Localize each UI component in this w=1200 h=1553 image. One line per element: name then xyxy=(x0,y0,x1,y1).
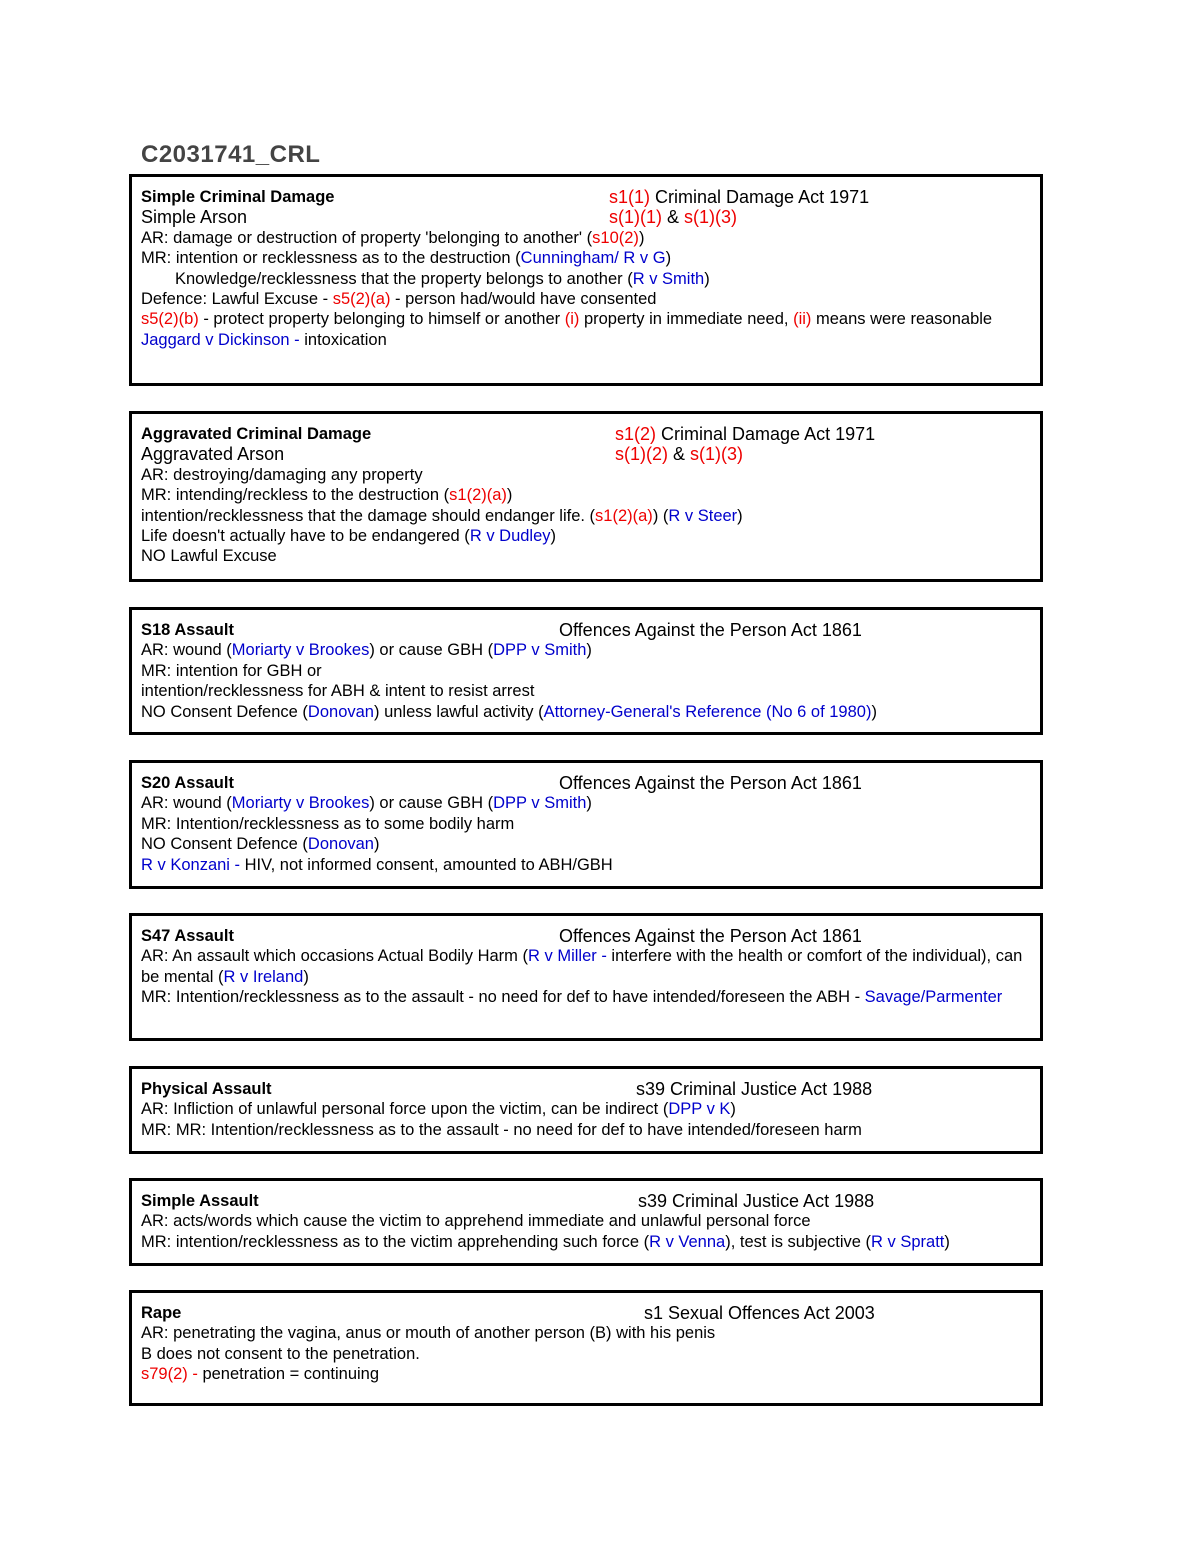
text: AR: penetrating the vagina, anus or mouth of another person (B) with his penis xyxy=(141,1324,716,1343)
statute-ref xyxy=(559,926,862,946)
text: AR: Infliction of unlawful personal force upon the victim, can be indirect ( xyxy=(141,1100,669,1119)
text: B does not consent to the penetration. xyxy=(141,1344,420,1363)
note-line xyxy=(141,987,1032,1007)
text: intention/recklessness for ABH & intent to resist arrest xyxy=(141,682,535,701)
offence-header xyxy=(141,620,1032,640)
text: property in immediate need, xyxy=(579,310,794,329)
offence-subtitle: Aggravated Arson xyxy=(141,444,285,465)
sub-statute-ref xyxy=(615,444,743,464)
offence-header xyxy=(141,1191,1032,1211)
statute-ref xyxy=(644,1303,875,1323)
case-citation: DPP v K xyxy=(668,1100,731,1119)
statute-reference: s1(1) xyxy=(609,187,651,207)
statute-ref xyxy=(638,1191,874,1211)
text: MR: intention or recklessness as to the destruction ( xyxy=(141,249,521,268)
text: ) xyxy=(506,486,513,505)
text: HIV, not informed consent, amounted to ABH/GBH xyxy=(240,855,613,874)
offence-header xyxy=(141,926,1032,946)
note-line xyxy=(141,946,1032,987)
text: AR: wound ( xyxy=(141,641,232,660)
offence-title: Rape xyxy=(141,1304,182,1322)
text: means were reasonable xyxy=(811,310,993,329)
text: ) unless lawful activity ( xyxy=(373,702,544,721)
statute-reference: s(1)(3) xyxy=(684,207,738,228)
case-citation: Moriarty v Brookes xyxy=(231,641,370,660)
offence-subheader xyxy=(141,444,1032,464)
text: ) or cause GBH ( xyxy=(369,794,494,813)
text: Offences Against the Person Act 1861 xyxy=(559,620,862,640)
note-line xyxy=(141,1364,1032,1384)
case-citation: R v Steer xyxy=(668,506,738,525)
offence-title: S18 Assault xyxy=(141,621,234,639)
note-line xyxy=(141,793,1032,813)
note-line xyxy=(141,702,1032,722)
statute-reference: s(1)(3) xyxy=(690,444,744,465)
note-line xyxy=(141,1323,1032,1343)
note-line xyxy=(141,269,1032,289)
note-line xyxy=(141,640,1032,660)
statute-reference: s1(2)(a) xyxy=(449,486,507,505)
note-line xyxy=(141,661,1032,681)
text: AR: acts/words which cause the victim to apprehend immediate and unlawful personal force xyxy=(141,1212,811,1231)
case-citation: DPP v Smith xyxy=(493,794,587,813)
note-line xyxy=(141,465,1032,485)
text: Criminal Damage Act 1971 xyxy=(656,424,876,444)
text: Offences Against the Person Act 1861 xyxy=(559,773,862,793)
statute-reference: s79(2) - xyxy=(141,1365,198,1384)
statute-reference: (ii) xyxy=(793,310,812,329)
case-citation: R v Miller - xyxy=(528,947,607,966)
text: Criminal Damage Act 1971 xyxy=(650,187,870,207)
note-line xyxy=(141,1344,1032,1364)
note-line xyxy=(141,834,1032,854)
text: ) or cause GBH ( xyxy=(369,641,494,660)
text: ) xyxy=(704,269,710,288)
offence-title: Simple Assault xyxy=(141,1192,259,1210)
text: Knowledge/recklessness that the property belongs to another ( xyxy=(175,269,633,288)
statute-reference: s5(2)(a) xyxy=(332,290,391,309)
text: ) xyxy=(303,967,309,986)
offence-header xyxy=(141,424,1032,444)
offence-title: Simple Criminal Damage xyxy=(141,188,335,206)
offence-box xyxy=(129,760,1043,889)
offence-box xyxy=(129,607,1043,735)
offence-box xyxy=(129,1290,1043,1406)
offence-header xyxy=(141,773,1032,793)
statute-ref xyxy=(609,187,869,207)
note-line xyxy=(141,309,1032,329)
text: intoxication xyxy=(299,330,387,349)
statute-reference: (i) xyxy=(564,310,580,329)
offence-title: Aggravated Criminal Damage xyxy=(141,425,372,443)
case-citation: R v Smith xyxy=(632,269,705,288)
offence-subtitle: Simple Arson xyxy=(141,207,248,228)
text: - protect property belonging to himself or another xyxy=(198,310,565,329)
offence-title: S20 Assault xyxy=(141,774,234,792)
text: - person had/would have consented xyxy=(390,290,657,309)
text: & xyxy=(668,444,691,465)
text: ) ( xyxy=(652,506,669,525)
text: Offences Against the Person Act 1861 xyxy=(559,926,862,946)
statute-reference: s5(2)(b) xyxy=(141,310,199,329)
text: AR: destroying/damaging any property xyxy=(141,465,423,484)
note-line xyxy=(141,681,1032,701)
statute-ref xyxy=(559,620,862,640)
text: MR: Intention/recklessness as to the assault - no need for def to have intended/foreseen the ABH - xyxy=(141,988,865,1007)
case-citation: R v Spratt xyxy=(871,1232,945,1251)
case-citation: R v Venna xyxy=(649,1232,726,1251)
text: Defence: Lawful Excuse - xyxy=(141,290,333,309)
offence-box xyxy=(129,411,1043,582)
case-citation: R v Ireland xyxy=(223,967,304,986)
statute-reference: s(1)(2) xyxy=(615,444,668,465)
offence-subheader xyxy=(141,207,1032,227)
text: NO Consent Defence ( xyxy=(141,835,308,854)
text: MR: Intention/recklessness as to some bodily harm xyxy=(141,814,515,833)
text: & xyxy=(662,207,685,228)
offence-header xyxy=(141,187,1032,207)
text: ) xyxy=(871,702,877,721)
note-line xyxy=(141,1120,1032,1140)
note-line xyxy=(141,814,1032,834)
note-line xyxy=(141,1099,1032,1119)
sub-statute-ref xyxy=(609,207,737,227)
text: ) xyxy=(586,794,592,813)
text: ) xyxy=(730,1100,736,1119)
note-line xyxy=(141,330,1032,350)
text: ) xyxy=(737,506,743,525)
statute-ref xyxy=(615,424,875,444)
text: s1 Sexual Offences Act 2003 xyxy=(644,1303,875,1323)
document-title: C2031741_CRL xyxy=(141,141,321,168)
text: ), test is subjective ( xyxy=(725,1232,872,1251)
text: MR: MR: Intention/recklessness as to the assault - no need for def to have intended/foreseen harm xyxy=(141,1120,862,1139)
case-citation: Donovan xyxy=(307,702,374,721)
statute-reference: s10(2) xyxy=(592,228,639,247)
case-citation: R v Dudley xyxy=(469,527,551,546)
offence-box xyxy=(129,913,1043,1041)
offence-title: S47 Assault xyxy=(141,927,234,945)
statute-reference: s1(2)(a) xyxy=(595,506,653,525)
offence-box xyxy=(129,174,1043,386)
text: AR: wound ( xyxy=(141,794,232,813)
case-citation: DPP v Smith xyxy=(493,641,587,660)
text: AR: damage or destruction of property 'belonging to another' ( xyxy=(141,228,593,247)
case-citation: Moriarty v Brookes xyxy=(231,794,370,813)
case-citation: Savage/Parmenter xyxy=(864,988,1003,1007)
case-citation: Donovan xyxy=(307,835,374,854)
text: Life doesn't actually have to be endangered ( xyxy=(141,527,470,546)
text: s39 Criminal Justice Act 1988 xyxy=(636,1079,873,1099)
note-line xyxy=(141,1211,1032,1231)
text: ) xyxy=(586,641,592,660)
text: MR: intending/reckless to the destruction ( xyxy=(141,486,450,505)
offence-header xyxy=(141,1303,1032,1323)
note-line xyxy=(141,485,1032,505)
case-citation: Cunningham/ R v G xyxy=(520,249,666,268)
offence-title: Physical Assault xyxy=(141,1080,272,1098)
text: ) xyxy=(373,835,380,854)
case-citation: R v Konzani - xyxy=(141,855,241,874)
note-line xyxy=(141,228,1032,248)
note-line xyxy=(141,526,1032,546)
text: ) xyxy=(665,249,672,268)
offence-header xyxy=(141,1079,1032,1099)
statute-ref xyxy=(636,1079,872,1099)
text: ) xyxy=(944,1232,950,1251)
case-citation: Attorney-General's Reference (No 6 of 1980) xyxy=(543,702,872,721)
text: MR: intention for GBH or xyxy=(141,661,322,680)
text: AR: An assault which occasions Actual Bodily Harm ( xyxy=(141,947,529,966)
text: interfere with the health or comfort of the individual), can be mental ( xyxy=(141,947,1023,986)
text: MR: intention/recklessness as to the victim apprehending such force ( xyxy=(141,1232,650,1251)
case-citation: Jaggard v Dickinson - xyxy=(141,330,300,349)
text: ) xyxy=(550,527,557,546)
note-line xyxy=(141,289,1032,309)
text: penetration = continuing xyxy=(197,1365,380,1384)
statute-ref xyxy=(559,773,862,793)
text: NO Lawful Excuse xyxy=(141,547,277,566)
text: intention/recklessness that the damage should endanger life. ( xyxy=(141,506,596,525)
offence-box xyxy=(129,1066,1043,1154)
note-line xyxy=(141,546,1032,566)
note-line xyxy=(141,248,1032,268)
text: ) xyxy=(638,228,645,247)
note-line xyxy=(141,855,1032,875)
statute-reference: s(1)(1) xyxy=(609,207,662,228)
statute-reference: s1(2) xyxy=(615,424,657,444)
text: s39 Criminal Justice Act 1988 xyxy=(638,1191,875,1211)
text: NO Consent Defence ( xyxy=(141,702,308,721)
note-line xyxy=(141,506,1032,526)
offence-box xyxy=(129,1178,1043,1266)
note-line xyxy=(141,1232,1032,1252)
